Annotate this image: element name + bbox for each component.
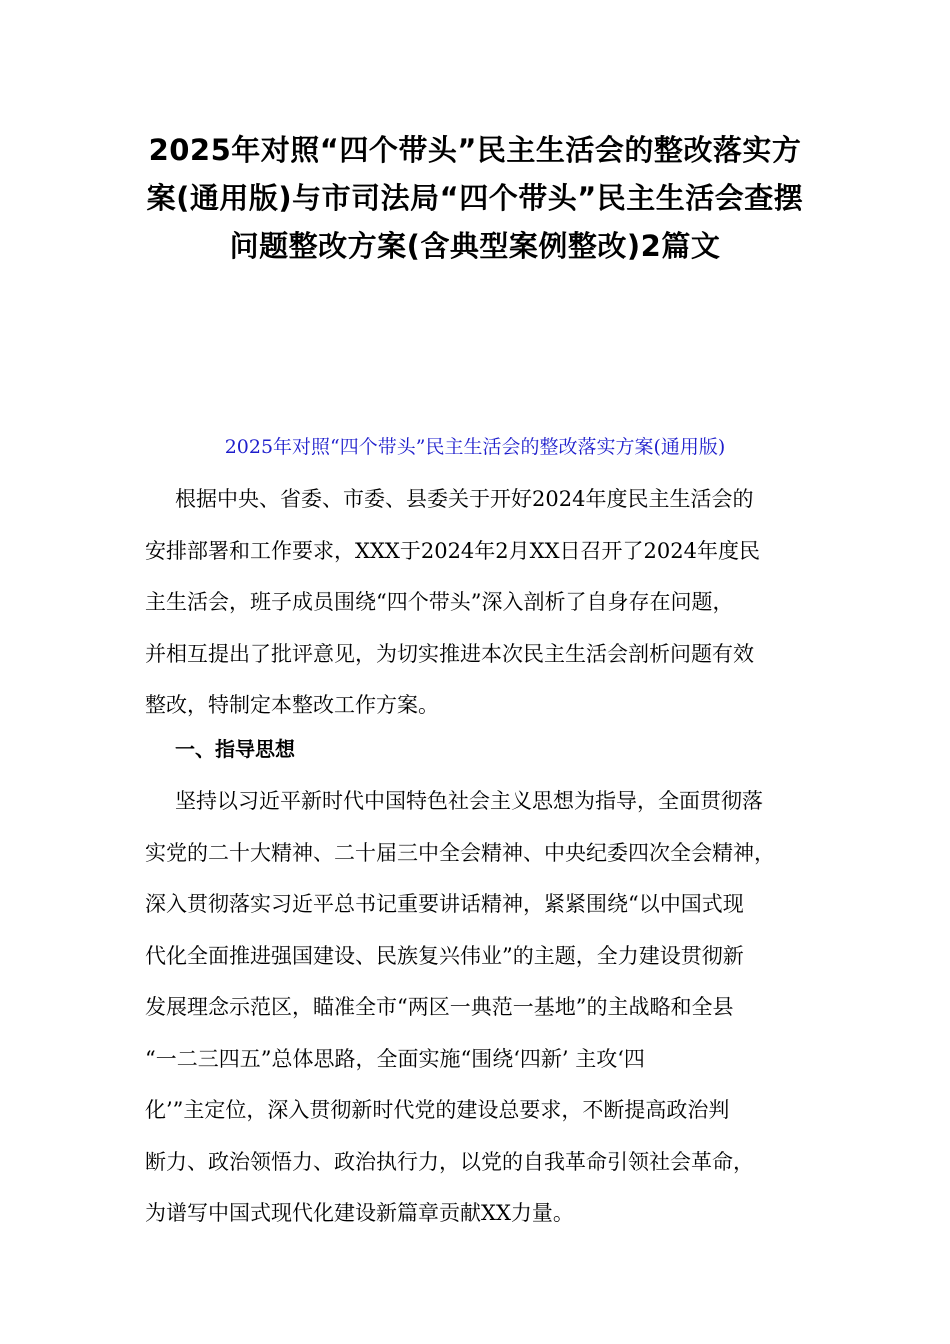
paragraph-line: 发展理念示范区，瞄准全市“两区一典范一基地”的主战略和全县 [145, 995, 734, 1019]
document-title-line: 问题整改方案(含典型案例整改)2篇文 [229, 229, 721, 263]
paragraph-line: 实党的二十大精神、二十届三中全会精神、中央纪委四次全会精神， [145, 840, 775, 865]
document-title [120, 126, 830, 270]
paragraph-line: 整改，特制定本整改工作方案。 [145, 693, 439, 717]
paragraph-line: 为谱写中国式现代化建设新篇章贡献XX力量。 [145, 1201, 574, 1225]
paragraph-line: “一二三四五”总体思路，全面实施“围绕‘四新’ 主攻‘四 [145, 1046, 645, 1071]
paragraph-line: 化’”主定位，深入贯彻新时代党的建设总要求，不断提高政治判 [145, 1098, 730, 1122]
paragraph-line: 深入贯彻落实习近平总书记重要讲话精神，紧紧围绕“以中国式现 [145, 892, 744, 916]
guidance-paragraph [145, 776, 815, 1240]
paragraph-line: 坚持以习近平新时代中国特色社会主义思想为指导，全面贯彻落 [175, 789, 763, 813]
document-title-line: 2025年对照“四个带头”民主生活会的整改落实方 [148, 133, 802, 167]
document-title-line: 案(通用版)与市司法局“四个带头”民主生活会查摆 [146, 181, 804, 215]
intro-paragraph [145, 474, 815, 732]
section-title: 2025年对照“四个带头”民主生活会的整改落实方案(通用版) [224, 436, 726, 458]
paragraph-line: 安排部署和工作要求，XXX于2024年2月XX日召开了2024年度民 [145, 538, 760, 563]
paragraph-line: 主生活会，班子成员围绕“四个带头”深入剖析了自身存在问题， [145, 590, 734, 614]
paragraph-line: 并相互提出了批评意见，为切实推进本次民主生活会剖析问题有效 [145, 641, 754, 666]
paragraph-line: 根据中央、省委、市委、县委关于开好2024年度民主生活会的 [175, 487, 754, 511]
section-heading: 一、指导思想 [175, 737, 295, 761]
paragraph-line: 断力、政治领悟力、政治执行力，以党的自我革命引领社会革命， [145, 1149, 754, 1174]
paragraph-line: 代化全面推进强国建设、民族复兴伟业”的主题，全力建设贯彻新 [145, 943, 744, 968]
